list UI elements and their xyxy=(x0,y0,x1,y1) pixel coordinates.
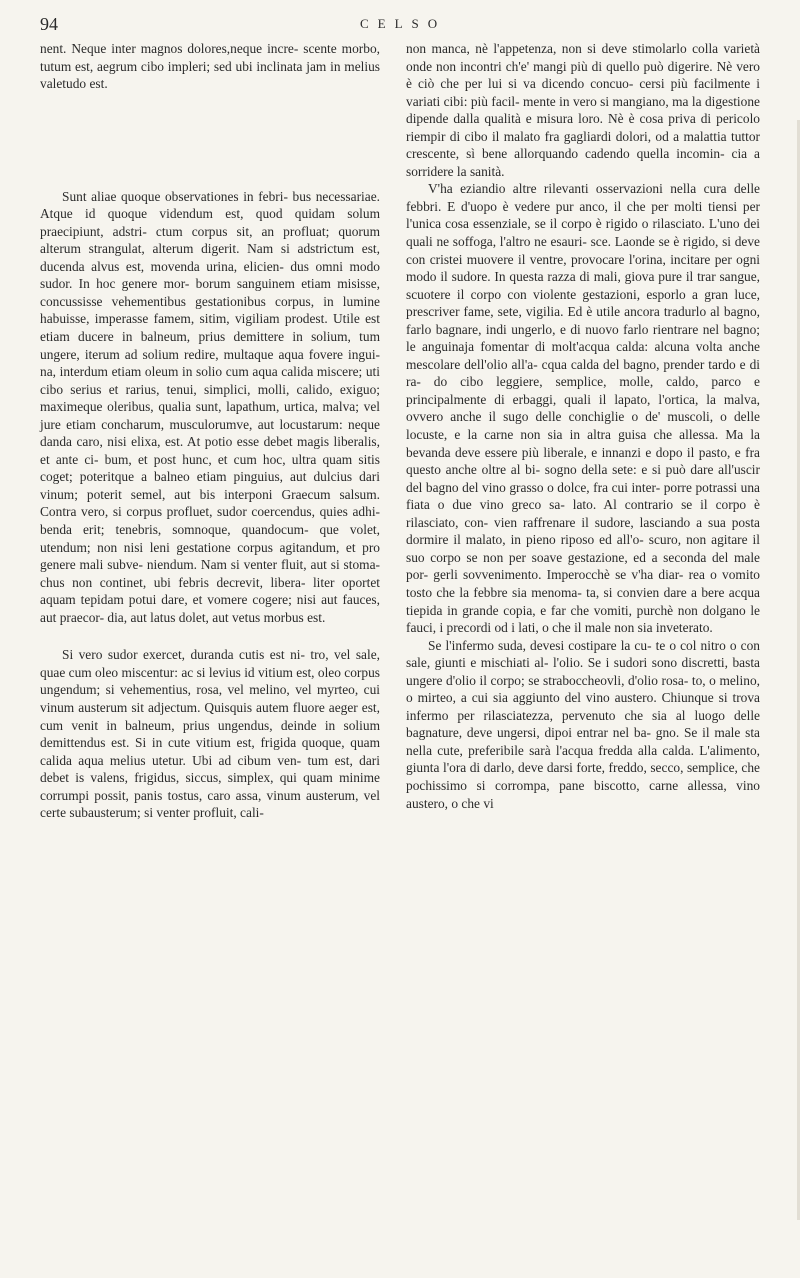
latin-paragraph-2: Sunt aliae quoque observationes in febri- bus necessariae. Atque id quoque videndum est, quod quidam solum praecipiunt, adstri- ctum corpus sit, an profluat; quorum alterum strangulat, alterum digerit. Nam si adstrictum est, ducenda alvus est, movenda urina, elicien- dus omni modo sudor. In hoc genere mor- borum sanguinem etiam misisse, concussisse vehementibus gestationibus corpus, in lumine habuisse, imperasse famem, sitim, vigiliam prodest. Utile est etiam ducere in balneum, prius demittere in solium, tum ungere, iterum ad solium redire, multaque aqua fovere ingui- na, interdum etiam oleum in solio cum aqua calida miscere; uti cibo serius et rarius, tenui, simplici, molli, calido, exiguo; maximeque oleribus, qualia sunt, lapathum, urtica, malva; vel jure etiam concharum, musculorumve, aut locustarum: neque danda caro, nisi elixa, est. At potio esse debet magis liberalis, et ante ci- bum, et post hunc, et cum hoc, ultra quam sitis coget; poteritque a balneo etiam pinguius, aut dulcius dari vinum; poterit semel, aut bis interponi Graecum salsum. Contra vero, si corpus profluet, sudor coercendus, quies adhi- benda erit; tenebris, somnoque, quandocum- que volet, utendum; non nisi leni gestatione corpus agitandum, et pro genere mali subve- niendum. Nam si venter fluit, aut si stoma- chus non continet, ubi febris decrevit, libera- liter oportet aquam tepidam potui dare, et vomere cogere; nisi aut fauces, aut praecor- dia, aut latus dolet, aut vetus morbus est. xyxy=(40,188,380,625)
italian-paragraph-3: Se l'infermo suda, devesi costipare la cu- te o col nitro o con sale, giunti e mischiati al- l'olio. Se i sudori sono discretti, basta ungere d'olio il corpo; se straboccheovli, d'olio rosa- to, o melino, o mirteo, a cui sia aggiunto del vino austero. Chiunque si trova infermo per rilasciatezza, pervenuto che sia al luogo delle bagnature, deve ungersi, dipoi entrar nel ba- gno. Se il male sta nella cute, preferibile sarà l'acqua fredda alla calda. L'alimento, giunta l'ora di darlo, deve darsi forte, freddo, secco, semplice, che pochissimo si corrompa, pane biscotto, carne allessa, vino austero, o che vi xyxy=(406,637,760,811)
running-head xyxy=(0,14,800,38)
paragraph-gap xyxy=(40,93,380,188)
italian-column xyxy=(406,40,760,812)
italian-paragraph-2: V'ha eziandio altre rilevanti osservazioni nella cura delle febbri. E d'uopo è vedere pur anco, il che per molti tiensi per l'unica cosa essenziale, se il corpo è rigido o rilasciato. L'uno dei quali ne soffoga, l'altro ne esauri- sce. Laonde se è rigido, si deve con cristei muovere il ventre, provocare l'orina, incitare per ogni modo il sudore. In questa razza di mali, giova pure il trar sangue, scuotere il corpo con violente gestazioni, esporlo a gran luce, prescriver fame, sete, vigilia. Ed è utile ancora tradurlo al bagno, farlo bagnare, indi ungerlo, e di nuovo farlo rientrare nel bagno; le anguinaja fomentar di molt'acqua calda: alcuna volta anche mescolare dell'olio all'a- cqua calda del bagno, prender tardo e di ra- do cibo leggiere, semplice, molle, caldo, parco e principalmente di erbaggi, quali il lapato, l'ortica, la malva, ovvero anche il sugo delle conchiglie o de' muscoli, o delle locuste, e la carne non sia in altra guisa che allessa. Ma la bevanda deve essere più liberale, e innanzi e dopo il pasto, e fra questo anche oltre al bi- sogno della sete: e si può dare all'uscir del bagno del vino grasso o dolce, fra cui inter- porre potrassi una fiata o due vino greco sa- lato. Al contrario se il corpo è rilasciato, con- vien raffrenare il sudore, lasciando a sua posta dormire il malato, in pieno riposo ed all'o- scuro, non agitare il suo corpo se non per soave gestazione, ed a seconda del male por- gerli sovvenimento. Imperocchè se v'ha diar- rea o vomito tosto che la febbre sia menoma- ta, si convien dare a bere acqua tiepida in grande copia, e far che vomiti, purchè non dolgano le fauci, i precordi od i lati, o che il male non sia inveterato. xyxy=(406,181,760,636)
italian-paragraph-1: non manca, nè l'appetenza, non si deve stimolarlo colla varietà onde non incontri ch'e' mangi più di quello può digerire. Nè vero è ciò che per lui si va dicendo concuo- cersi più facilmente i variati cibi: più facil- mente in vero si mangiano, ma la digestione dipende dalla qualità e misura loro. Nè è cosa priva di pericolo riempir di cibo il malato fra gagliardi dolori, od a malattia tuttor crescente, sì bene allorquando cadendo quella incomin- cia a sorridere la sanità. xyxy=(406,41,760,179)
paragraph-gap xyxy=(40,626,380,646)
latin-column xyxy=(40,40,380,822)
latin-paragraph-3: Si vero sudor exercet, duranda cutis est ni- tro, vel sale, quae cum oleo miscentur: ac si levius id vitium est, oleo corpus ungendum; si vehementius, rosa, vel melino, vel myrteo, cui vinum austerum sit adjectum. Quisquis autem fluore aeger est, cum venit in balneum, prius ungendus, deinde in solium demittendus est. Si in cute vitium est, frigida quoque, quam calida aqua melius utetur. Ubi ad cibum ven- tum est, dari debet is valens, frigidus, siccus, simplex, qui quam minime corrumpi possit, panis tostus, caro assa, vinum austerum, vel certe subausterum; si venter profluit, cali- xyxy=(40,647,380,821)
running-title: CELSO xyxy=(360,16,447,31)
latin-paragraph-1: nent. Neque inter magnos dolores,neque incre- scente morbo, tutum est, aegrum cibo impleri; sed ubi inclinata jam in melius valetudo est. xyxy=(40,41,380,92)
page-number: 94 xyxy=(40,14,58,34)
